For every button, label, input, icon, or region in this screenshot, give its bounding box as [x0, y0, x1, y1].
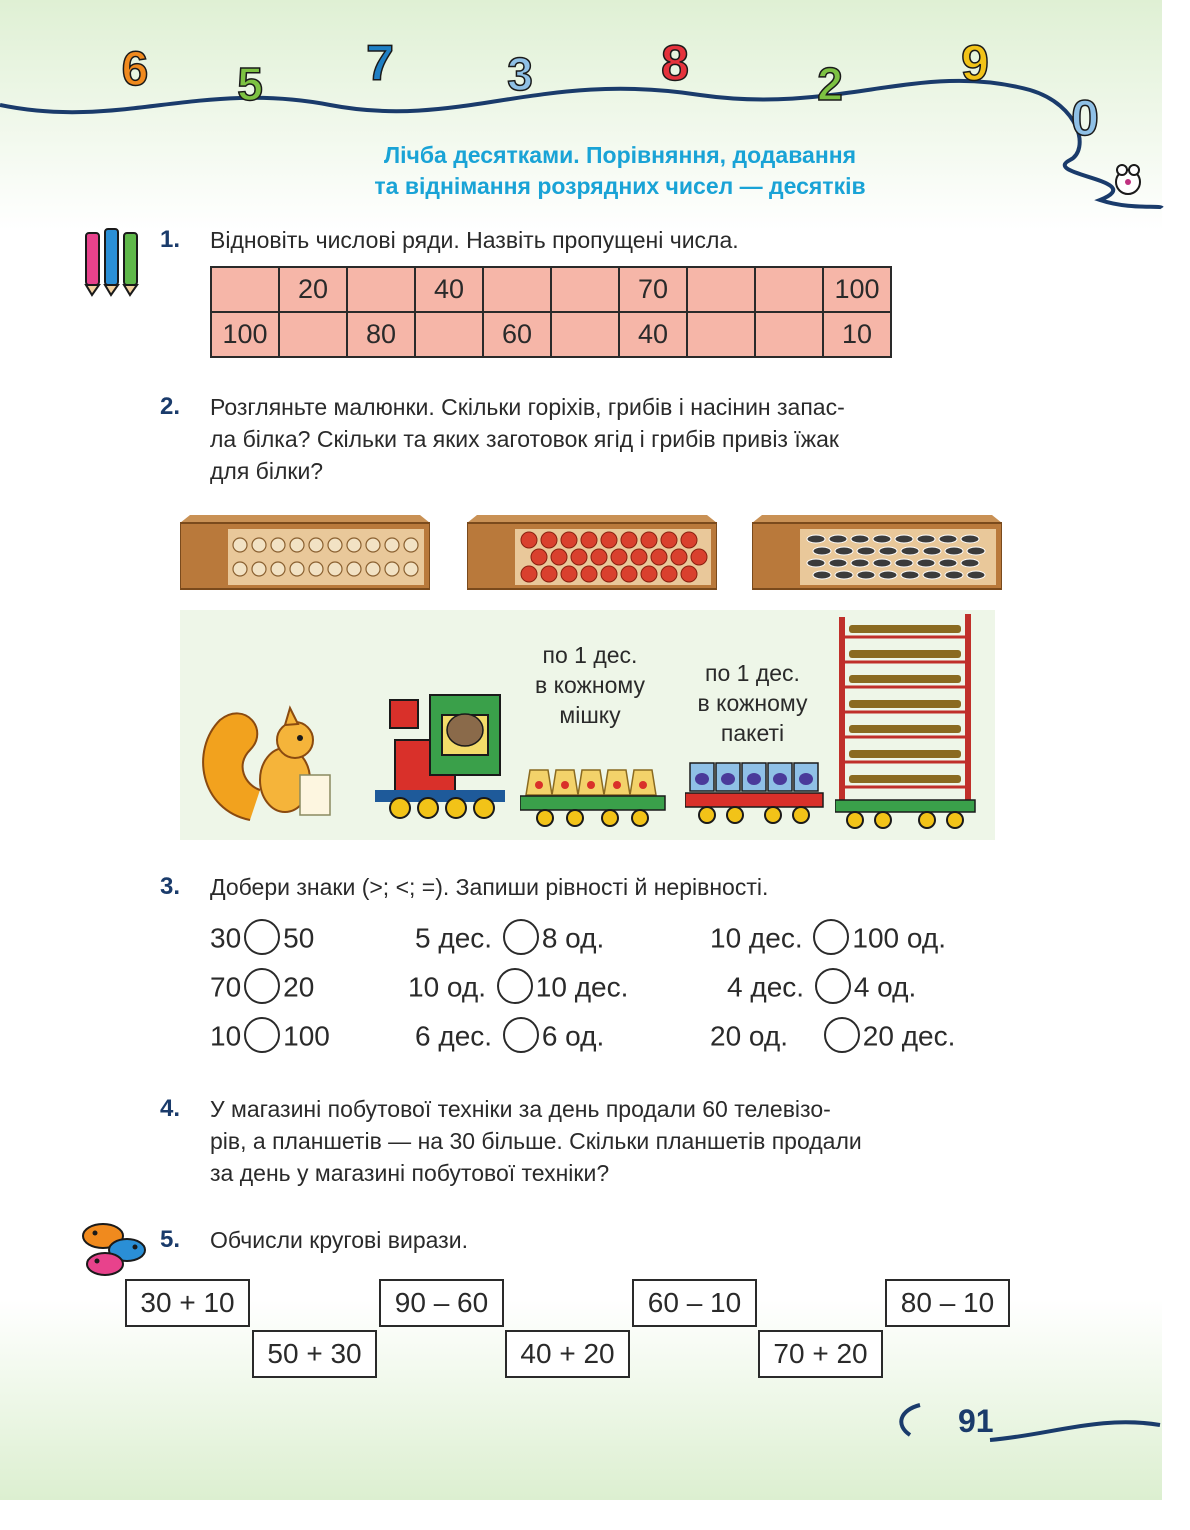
task-2-instruction [210, 391, 845, 487]
expression-box: 90 – 60 [379, 1279, 504, 1327]
task-4-number: 4. [160, 1095, 181, 1122]
comparison-item: 10 дес. 100 од. [710, 922, 946, 958]
comparison-item: 6 дес. 6 од. [415, 1020, 604, 1056]
table-cell [687, 312, 755, 357]
title-line-2: та віднімання розрядних чисел — десятків [374, 173, 866, 199]
packets-label [680, 658, 825, 748]
text-line: Розгляньте малюнки. Скільки горіхів, грибів і насінин запас- [210, 394, 845, 420]
fish-icon [75, 1218, 155, 1283]
table-cell [415, 312, 483, 357]
label-line: по 1 дес. [705, 660, 800, 686]
squirrel-illustration [190, 690, 340, 830]
label-line: в кожному [535, 672, 645, 698]
task-1-instruction: Відновіть числові ряди. Назвіть пропущені числа. [210, 227, 739, 253]
expression-box: 80 – 10 [885, 1279, 1010, 1327]
label-line: по 1 дес. [542, 642, 638, 668]
sign-circle[interactable] [503, 919, 539, 955]
text-line: ла білка? Скільки та яких заготовок ягід і грибів привіз їжак [210, 426, 839, 452]
table-cell [687, 267, 755, 312]
table-cell [347, 267, 415, 312]
expression-box: 50 + 30 [252, 1330, 377, 1378]
table-cell [755, 312, 823, 357]
svg-text:9: 9 [961, 35, 989, 90]
table-cell: 20 [279, 267, 347, 312]
wagon-with-packets-illustration [685, 755, 825, 830]
wagon-with-bags-illustration [520, 740, 670, 830]
table-cell: 10 [823, 312, 891, 357]
sign-circle[interactable] [815, 968, 851, 1004]
task-2-number: 2. [160, 393, 181, 420]
sign-circle[interactable] [244, 1017, 280, 1053]
number-character-9 [950, 35, 1000, 90]
comparison-item: 30 50 [210, 922, 314, 958]
footer-wave [880, 1395, 1162, 1455]
number-character-3 [495, 45, 545, 100]
table-cell: 100 [211, 312, 279, 357]
pencils-icon [72, 225, 157, 297]
comparison-item: 70 20 [210, 971, 314, 1007]
table-cell [483, 267, 551, 312]
text-line: за день у магазині побутової техніки? [210, 1160, 610, 1186]
comparison-item: 10 од. 10 дес. [408, 971, 628, 1007]
task-4-problem [210, 1093, 862, 1189]
page-number: 91 [958, 1403, 994, 1439]
number-series-table [210, 266, 892, 358]
task-3-instruction: Добери знаки (>; <; =). Запиши рівності й нерівності. [210, 874, 769, 900]
expression-box: 40 + 20 [505, 1330, 630, 1378]
sign-circle[interactable] [813, 919, 849, 955]
crate-with-mushrooms-illustration [180, 515, 430, 585]
comparison-item: 5 дес. 8 од. [415, 922, 604, 958]
table-cell [551, 267, 619, 312]
task-5-instruction: Обчисли кругові вирази. [210, 1227, 468, 1253]
number-character-0 [1060, 90, 1110, 145]
number-character-8 [650, 35, 700, 90]
svg-text:2: 2 [817, 58, 843, 110]
title-line-1: Лічба десятками. Порівняння, додавання [383, 142, 857, 168]
sign-circle[interactable] [503, 1017, 539, 1053]
crate-with-nuts-illustration [467, 515, 717, 585]
table-cell [755, 267, 823, 312]
table-cell: 80 [347, 312, 415, 357]
table-cell [551, 312, 619, 357]
label-line: пакеті [720, 720, 785, 746]
sign-circle[interactable] [244, 919, 280, 955]
locomotive-with-hedgehog-illustration [370, 680, 510, 825]
page-title [170, 140, 1070, 202]
sign-circle[interactable] [824, 1017, 860, 1053]
crate-with-seeds-illustration [752, 515, 1002, 585]
table-cell: 70 [619, 267, 687, 312]
number-character-5 [225, 55, 275, 110]
svg-text:0: 0 [1071, 90, 1099, 145]
table-cell: 60 [483, 312, 551, 357]
table-cell: 100 [823, 267, 891, 312]
number-character-2 [805, 55, 855, 110]
svg-text:3: 3 [507, 48, 533, 100]
table-cell [211, 267, 279, 312]
table-cell: 40 [619, 312, 687, 357]
bags-label [510, 640, 670, 730]
svg-text:7: 7 [366, 35, 394, 90]
expression-box: 70 + 20 [758, 1330, 883, 1378]
svg-text:6: 6 [121, 43, 149, 95]
comparison-item: 20 од. 20 дес. [710, 1020, 955, 1056]
table-cell: 40 [415, 267, 483, 312]
text-line: рів, а планшетів — на 30 більше. Скільки планшетів продали [210, 1128, 862, 1154]
label-line: мішку [559, 702, 621, 728]
wagon-with-dried-mushrooms-illustration [835, 612, 985, 832]
number-character-7 [355, 35, 405, 90]
svg-text:5: 5 [237, 58, 263, 110]
text-line: У магазині побутової техніки за день продали 60 телевізо- [210, 1096, 831, 1122]
table-row [211, 267, 891, 312]
expression-box: 60 – 10 [632, 1279, 757, 1327]
svg-text:8: 8 [661, 35, 689, 90]
task-5-number: 5. [160, 1226, 181, 1253]
mouse-character-icon [1110, 160, 1146, 200]
label-line: в кожному [697, 690, 808, 716]
task-1-number: 1. [160, 226, 181, 253]
table-cell [279, 312, 347, 357]
text-line: для білки? [210, 458, 324, 484]
expression-box: 30 + 10 [125, 1279, 250, 1327]
table-row [211, 312, 891, 357]
comparison-item: 4 дес. 4 од. [727, 971, 916, 1007]
number-character-6 [110, 40, 160, 95]
task-3-number: 3. [160, 873, 181, 900]
sign-circle[interactable] [244, 968, 280, 1004]
comparison-item: 10 100 [210, 1020, 330, 1056]
sign-circle[interactable] [497, 968, 533, 1004]
